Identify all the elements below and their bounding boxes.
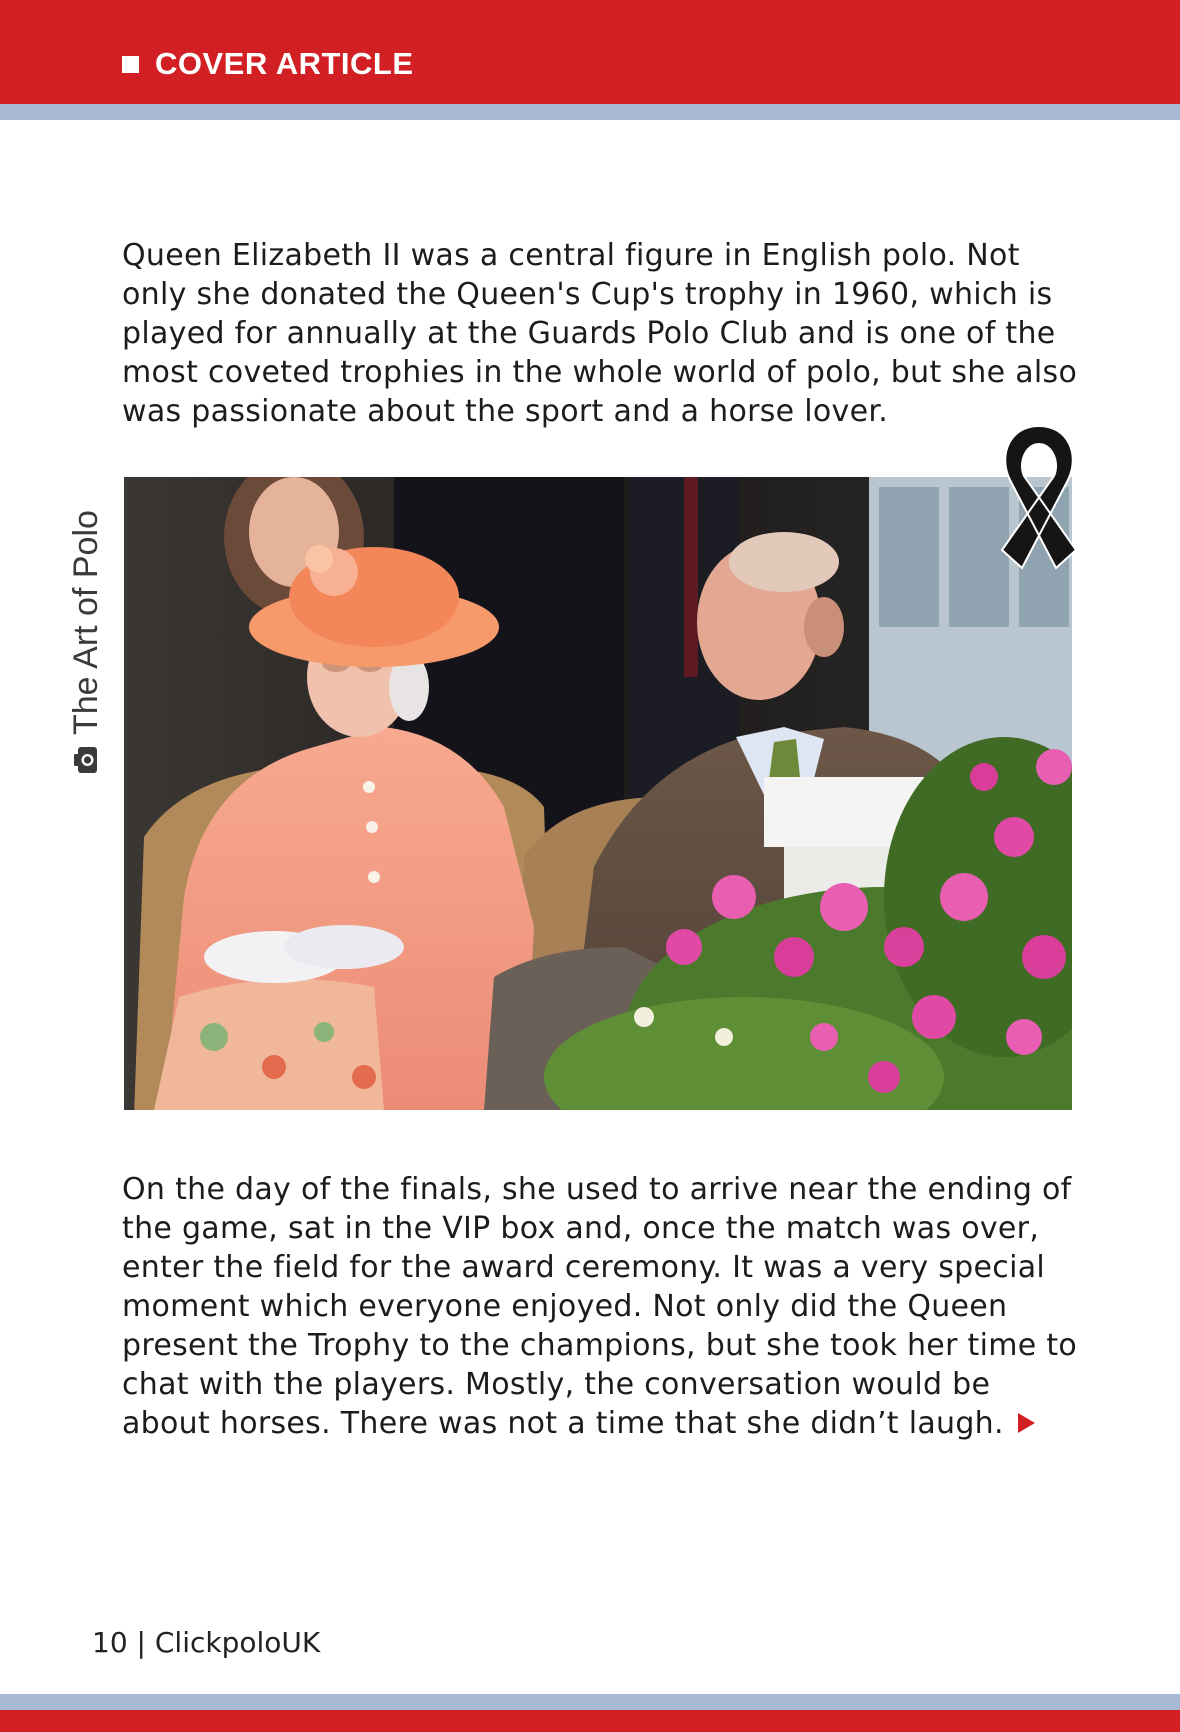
end-of-article-icon [1018,1413,1035,1433]
footer-banner [0,1710,1180,1732]
camera-icon [71,745,101,775]
article-paragraph-1: Queen Elizabeth II was a central figure in English polo. Not only she donated the Queen's Cup's trophy in 1960, which is played for annually at the Guards Polo Club and is one of the most coveted trophies in the whole world of polo, but she also was passionate about the sport and a horse lover. [122,238,1078,429]
footer-stripe [0,1694,1180,1710]
square-bullet-icon [122,56,139,73]
article-paragraph-2-text: On the day of the finals, she used to arrive near the ending of the game, sat in the VIP box and, once the match was over, enter the field for the award ceremony. It was a very special moment which everyone enjoyed. Not only did the Queen present the Trophy to the champions, but she took her time to chat with the players. Mostly, the conversation would be about horses. There was not a time that she didn’t laugh. [122,1172,1078,1441]
header-stripe [0,104,1180,120]
mourning-ribbon-icon [984,418,1094,588]
side-caption [64,475,108,775]
photo-illustration [124,477,1072,1110]
page-footer: 10 | ClickpoloUK [92,1626,321,1659]
section-label [122,46,414,82]
article-paragraph-2 [122,1170,1082,1443]
section-label-text: COVER ARTICLE [155,46,414,81]
side-caption-text: The Art of Polo [66,510,105,735]
article-photo [124,477,1072,1110]
